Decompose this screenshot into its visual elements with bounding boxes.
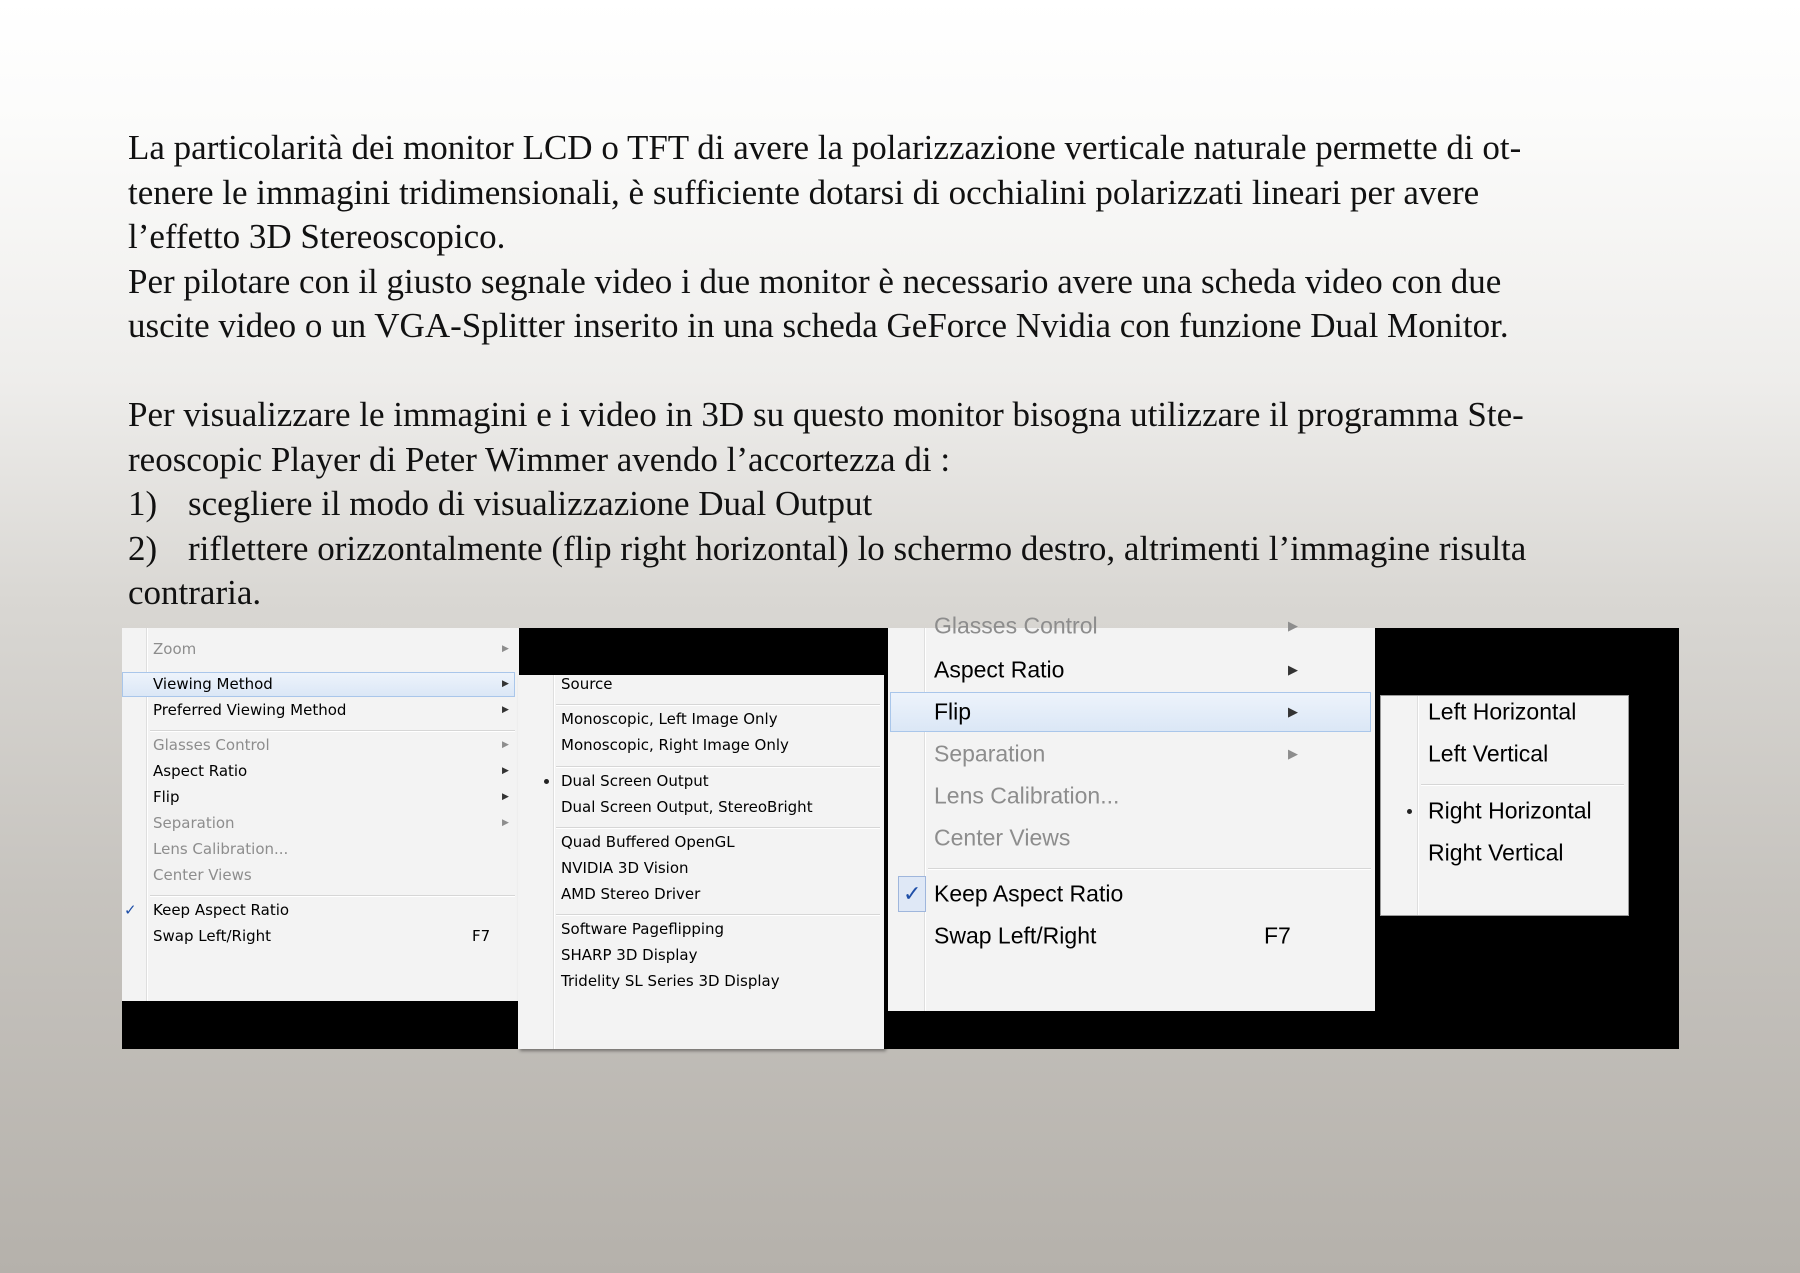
menu-item-label: Keep Aspect Ratio: [153, 901, 290, 919]
menu-item-right-vertical[interactable]: [1381, 834, 1628, 872]
menu-item-label: Swap Left/Right: [934, 922, 1097, 949]
menu-item-quad-buffered-opengl[interactable]: [518, 830, 884, 855]
list-number: 1): [128, 484, 158, 523]
paragraph-line: tenere le immagini tridimensionali, è sufficiente dotarsi di occhialini polarizzati lineari per avere: [128, 172, 1480, 212]
paragraph-line: La particolarità dei monitor LCD o TFT di avere la polarizzazione verticale naturale permette di ot-: [128, 128, 1522, 167]
submenu-arrow-icon: ▶: [502, 818, 509, 828]
menu-item-label: Aspect Ratio: [934, 656, 1065, 683]
menu-item-label: Aspect Ratio: [153, 762, 248, 780]
menu-item-label: Glasses Control: [153, 736, 270, 754]
list-text: scegliere il modo di visualizzazione Dual Output: [188, 484, 873, 523]
submenu-arrow-icon: ▶: [502, 792, 509, 802]
menu-item-monoscopic-left-image-only[interactable]: [518, 707, 884, 732]
menu-item-swap-left-right[interactable]: [888, 916, 1375, 956]
menu-separator: [1421, 784, 1624, 786]
menu-item-label: Dual Screen Output, StereoBright: [561, 798, 813, 816]
menu-item-glasses-control[interactable]: [122, 733, 519, 758]
menu-item-right-horizontal[interactable]: [1381, 792, 1628, 830]
paragraph-line: uscite video o un VGA-Splitter inserito in una scheda GeForce Nvidia con funzione Dual Monitor.: [128, 306, 1509, 345]
menu-item-label: Lens Calibration...: [934, 782, 1120, 809]
menu-item-nvidia-3d-vision[interactable]: [518, 856, 884, 881]
submenu-arrow-icon: ▶: [502, 644, 509, 654]
menu-item-zoom[interactable]: [122, 637, 519, 662]
menu-item-tridelity-sl-series-3d-display[interactable]: [518, 969, 884, 994]
submenu-arrow-icon: ▶: [1288, 704, 1298, 719]
menu-item-label: Center Views: [934, 824, 1071, 851]
screenshot-viewing-method: [122, 628, 884, 1049]
menu-item-left-vertical[interactable]: [1381, 735, 1628, 773]
menu-item-keep-aspect-ratio[interactable]: [122, 898, 519, 923]
menu-item-center-views[interactable]: [122, 863, 519, 888]
menu-item-center-views[interactable]: [888, 818, 1375, 858]
menu-item-aspect-ratio[interactable]: [888, 650, 1375, 690]
menu-item-label: Center Views: [153, 866, 252, 884]
menu-item-lens-calibration[interactable]: [122, 837, 519, 862]
menu-item-label: NVIDIA 3D Vision: [561, 859, 689, 877]
menu-item-label: Left Horizontal: [1428, 698, 1577, 725]
menu-item-label: Monoscopic, Right Image Only: [561, 736, 789, 754]
menu-item-label: Software Pageflipping: [561, 920, 725, 938]
menu-item-source[interactable]: [518, 672, 884, 697]
context-menu: [122, 628, 519, 1001]
menu-item-label: Zoom: [153, 640, 197, 658]
menu-item-left-horizontal[interactable]: [1381, 693, 1628, 731]
document-body: [128, 126, 1688, 616]
menu-item-swap-left-right[interactable]: [122, 924, 519, 949]
viewing-method-submenu: [518, 675, 884, 1049]
menu-item-flip[interactable]: [122, 785, 519, 810]
menu-item-viewing-method[interactable]: [122, 672, 515, 697]
menu-item-lens-calibration[interactable]: [888, 776, 1375, 816]
paragraph-line: l’effetto 3D Stereoscopico.: [128, 217, 506, 256]
menu-item-separation[interactable]: [888, 734, 1375, 774]
menu-item-sharp-3d-display[interactable]: [518, 943, 884, 968]
menu-item-dual-screen-output-stereobright[interactable]: [518, 795, 884, 820]
shortcut-key: F7: [472, 927, 491, 945]
menu-item-label: Glasses Control: [934, 612, 1098, 639]
submenu-arrow-icon: ▶: [502, 740, 509, 750]
context-menu: [888, 612, 1375, 1011]
submenu-arrow-icon: ▶: [502, 766, 509, 776]
screenshots-strip: [122, 612, 1679, 1049]
list-item: [128, 482, 1688, 527]
menu-separator: [928, 868, 1371, 870]
submenu-arrow-icon: ▶: [502, 679, 509, 689]
menu-item-label: Right Horizontal: [1428, 797, 1592, 824]
checkmark-icon: ✓: [124, 901, 137, 919]
menu-item-label: Right Vertical: [1428, 839, 1564, 866]
menu-item-label: Flip: [934, 698, 972, 725]
menu-item-aspect-ratio[interactable]: [122, 759, 519, 784]
menu-item-label: Dual Screen Output: [561, 772, 709, 790]
menu-item-glasses-control[interactable]: [888, 606, 1375, 646]
menu-item-label: AMD Stereo Driver: [561, 885, 701, 903]
menu-item-label: Preferred Viewing Method: [153, 701, 347, 719]
menu-item-label: Swap Left/Right: [153, 927, 272, 945]
menu-item-label: Viewing Method: [153, 675, 273, 693]
menu-item-amd-stereo-driver[interactable]: [518, 882, 884, 907]
flip-submenu: [1380, 695, 1629, 916]
menu-item-dual-screen-output[interactable]: [518, 769, 884, 794]
paragraph-gap: [128, 349, 1688, 394]
bullet-icon: [1407, 809, 1412, 814]
menu-item-keep-aspect-ratio[interactable]: [888, 874, 1375, 914]
menu-item-label: Tridelity SL Series 3D Display: [561, 972, 780, 990]
paragraph-line: reoscopic Player di Peter Wimmer avendo l’accortezza di :: [128, 439, 951, 479]
shortcut-key: F7: [1264, 922, 1291, 949]
menu-item-flip[interactable]: [890, 692, 1371, 732]
menu-item-label: Flip: [153, 788, 180, 806]
submenu-arrow-icon: ▶: [1288, 746, 1298, 761]
menu-item-label: Source: [561, 675, 613, 693]
submenu-arrow-icon: ▶: [502, 705, 509, 715]
menu-item-preferred-viewing-method[interactable]: [122, 698, 519, 723]
list-number: 2): [128, 528, 158, 568]
screenshot-flip: [888, 612, 1679, 1049]
menu-item-separation[interactable]: [122, 811, 519, 836]
list-text: riflettere orizzontalmente (flip right horizontal) lo schermo destro, altrimenti l’immagine risulta: [188, 528, 1527, 568]
menu-item-label: Separation: [153, 814, 235, 832]
checkmark-icon: ✓: [898, 876, 926, 912]
submenu-arrow-icon: ▶: [1288, 662, 1298, 677]
list-item: [128, 527, 1688, 572]
paragraph-line: Per pilotare con il giusto segnale video i due monitor è necessario avere una scheda video con due: [128, 261, 1502, 301]
menu-item-label: Quad Buffered OpenGL: [561, 833, 735, 851]
menu-item-label: Separation: [934, 740, 1046, 767]
paragraph-line: contraria.: [128, 573, 262, 612]
submenu-arrow-icon: ▶: [1288, 618, 1298, 633]
menu-item-label: Keep Aspect Ratio: [934, 880, 1124, 907]
menu-item-software-pageflipping[interactable]: [518, 917, 884, 942]
bullet-icon: [544, 779, 549, 784]
paragraph-line: Per visualizzare le immagini e i video in 3D su questo monitor bisogna utilizzare il programma Ste-: [128, 395, 1524, 434]
menu-item-label: Left Vertical: [1428, 740, 1549, 767]
menu-item-label: Monoscopic, Left Image Only: [561, 710, 778, 728]
menu-item-monoscopic-right-image-only[interactable]: [518, 733, 884, 758]
menu-item-label: Lens Calibration...: [153, 840, 289, 858]
menu-item-label: SHARP 3D Display: [561, 946, 698, 964]
